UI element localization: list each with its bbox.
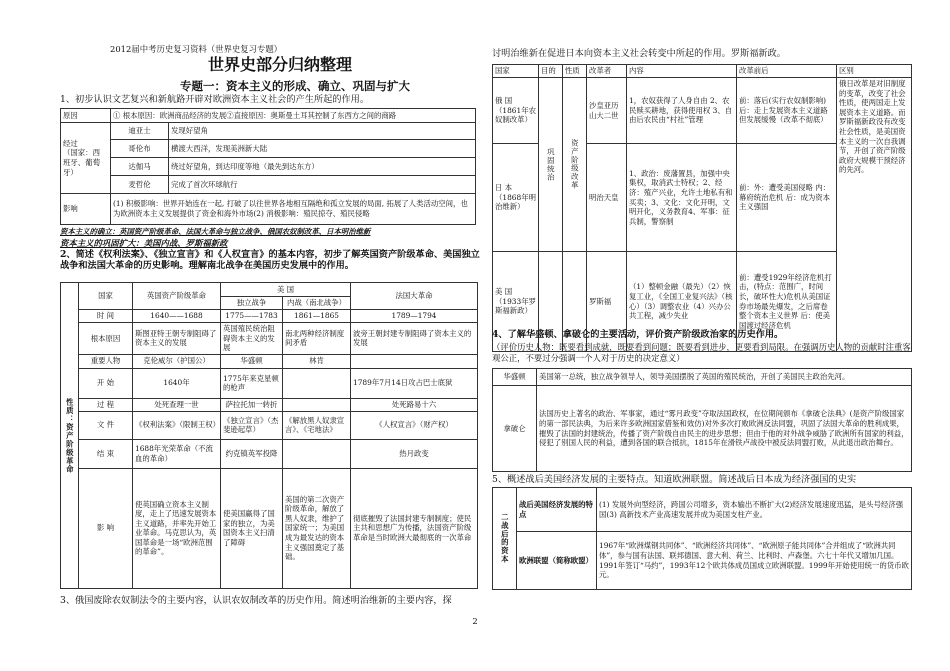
table-row: 过 程 处死查理一世 萨拉托加一转折 处死路易十六 <box>61 398 478 411</box>
navigator-achievement: 绕过好望角，到达印度等地（最先到达东方） <box>169 158 476 176</box>
question-4: 4、了解华盛顿、拿破仑的主要活动，评价资产阶级政治家的历史作用。 <box>492 329 784 340</box>
table-row: 结 束 1688年光荣革命（不流血的革命） 约克镇英军投降 热月政变 <box>61 439 478 468</box>
table-row: 拿破仑 法国历史上著名的政治、军事家，通过“雾月政变”夺取法国政权，在位期间颁布《拿破仑法典》(是资产阶级国家的第一部民法典，为后来许多欧洲国家借鉴和效仿)对外多次打败欧洲反法同盟，巩固了法国大革命的胜利成果，摧毁了法国的封建统治，传播了资产阶级自由民主的进步思想；但由于他的对外战争威胁了欧洲所有国家的利益，侵犯了别国人民的利益，遭到各国的联合抵抗，1815年在滑铁卢战役中被反法同盟打败，从此退出政治舞台。 <box>493 386 912 472</box>
table-row: 美 国（1933年罗斯福新政） 罗斯福 （1）整顿金融（最先）（2）恢复工业，《全国工业复兴法》（核心）（3）调整农业（4）兴办公共工程，减少失业 前：遭受1929年经济危机打击，(特点：范围广，时间长，破坏性大)危机从美国证券市场最先爆发，之后席卷整个资本主义世界 后：使美国渡过经济危机 <box>493 252 912 352</box>
process-label: 经过 （国家：西 班牙、葡萄 牙） <box>61 123 111 194</box>
reform-table <box>492 64 912 352</box>
page-number: 2 <box>472 616 478 626</box>
table-row: 日 本（1868年明治维新） 明治天皇 1、政治：废藩置县，加强中央集权，取消武士特权；2、经济：殖产兴业，允许土地私有和买卖；3、文化：文化开明，文明开化，义务教育4、军事：征兵制，警察制 前：外：遭受美国侵略 内：幕府统治危机 后：成为资本主义强国 <box>493 144 912 252</box>
col-britain: 英国资产阶级革命 <box>133 283 221 310</box>
statesman-table <box>492 368 912 472</box>
table-row: 重要人物 克伦威尔（护国公） 华盛顿 林肯 <box>61 354 478 368</box>
col-civil-war: 内战（南北战争） <box>283 297 351 310</box>
consolidation-line: 资本主义的巩固扩大：美国内战、罗斯福新政 <box>60 238 228 248</box>
postwar-table <box>492 487 912 590</box>
table-row: 根本原因 斯图亚特王朝专制阻碍了资本主义的发展 英国殖民统治阻碍资本主义的发展 南北两种经济制度间矛盾 波旁王朝封建专制阻碍了资本主义的发展 <box>61 323 478 355</box>
question-3: 3、俄国废除农奴制法令的主要内容，认识农奴制改革的历史作用。简述明治维新的主要内容，探 <box>60 595 452 606</box>
col-reformer: 改革者 <box>587 65 627 78</box>
table-row: 影 响 使英国确立资本主义制度，走上了迅速发展资本主义道路，并率先开始工业革命。马克思认为，英国革命是一场“欧洲范围的革命”。 使美国赢得了国家的独立，为美国资本主义扫清了障碍 美国的第二次资产阶级革命，解放了黑人奴隶，维护了国家统一；为美国成为最发达的资本主义强国奠定了基础。 彻底摧毁了法国封建专制制度；使民主共和思想广为传播，法国资产阶级革命是当时欧洲大最彻底的一次革命 <box>61 468 478 588</box>
navigator-name: 麦哲伦 <box>111 176 169 194</box>
col-nature: 性质 <box>563 65 587 78</box>
cause-label: 原因 <box>61 109 111 123</box>
revolution-table <box>60 282 478 589</box>
table-row: 俄 国（1861年农奴制改革） 巩固统治 资产阶级改革 沙皇亚历山大二世 1，农奴获得了人身自由 2、农民赎买耕地，获得使用权 3、自由后农民由“村社”管理 前：落后(实行农奴制影响)后：走上发展资本主义道路但发展缓慢（改革不彻底） 俄日改革是对旧制度的变革，改变了社会性质，使两国走上发展资本主义道路。而罗斯福新政没有改变社会性质，是美国资本主义的一次自我调节，开创了资产阶级政府大规模干预经济的先河。 <box>493 78 912 144</box>
col-difference: 区别 <box>837 65 912 78</box>
navigator-name: 哥伦布 <box>111 140 169 158</box>
col-independence: 独立战争 <box>221 297 283 310</box>
impact-text: (1) 积极影响：世界开始连在一起, 打破了以往世界各地相互隔绝和孤立发展的局面, 拓展了人类活动空间，也为欧洲资本主义发展提供了资金和海外市场(2) 消极影响：殖民掠夺、殖民侵略 <box>111 194 476 225</box>
col-country: 国家 <box>79 283 133 310</box>
establishment-line: 资本主义的确立：英国资产阶级革命、法国大革命与独立战争、俄国农奴制改革、日本明治维新 <box>60 227 371 236</box>
col-country: 国家 <box>493 65 539 78</box>
navigator-achievement: 横渡大西洋，发现美洲新大陆 <box>169 140 476 158</box>
col-purpose: 目的 <box>539 65 563 78</box>
page-title: 世界史部分归纳整理 <box>207 55 352 74</box>
question-2: 2、简述《权利法案》、《独立宣言》和《人权宣言》的基本内容，初步了解英国资产阶级革命、美国独立战争和法国大革命的历史影响。理解南北战争在美国历史发展中的作用。 <box>60 249 480 272</box>
table-row: 开 始 1640年 1775年来克星顿的枪声 1789年7月14日攻占巴士底狱 <box>61 368 478 398</box>
topic-heading: 专题一：资本主义的形成、确立、巩固与扩大 <box>180 79 410 93</box>
navigator-achievement: 发现好望角 <box>169 123 476 140</box>
question-3-continued: 讨明治维新在促进日本向资本主义社会转变中所起的作用。罗斯福新政。 <box>492 48 786 59</box>
document-header: 2012届中考历史复习资料（世界史复习专题） <box>110 44 283 54</box>
table-row: 华盛顿 美国第一总统，独立战争领导人，领导美国摆脱了英国的殖民统治，开创了美国民主政治先河。 <box>493 369 912 386</box>
table-row: 文 件 《权利法案》（限制王权） 《独立宣言》（杰斐逊起草） 《解放黑人奴隶宣言》、《宅地法》 《人权宣言》（财产权） <box>61 411 478 439</box>
question-1: 1、初步认识文艺复兴和新航路开辟对欧洲资本主义社会的产生所起的作用。 <box>60 94 370 105</box>
col-usa: 美 国 <box>221 283 351 297</box>
cause-text: ① 根本原因：欧洲商品经济的发展②直接原因：奥斯曼土耳其控制了东西方之间的商路 <box>111 109 476 123</box>
table-row: 欧洲联盟（简称欧盟） 1967年“欧洲煤钢共同体”、“欧洲经济共同体”、“欧洲原子能共同体”合并组成了“欧洲共同体”，参与国有法国、联邦德国、意大利、荷兰、比利时、卢森堡。六七十年代又增加几国。1991年签订“马约”，1993年12个欧共体成员国成立欧洲联盟。1999年开始使用统一的货币欧元。 <box>493 532 912 590</box>
table-row: 二战后的资本 战后美国经济发展的特点 (1) 发展外向型经济，跨国公司增多，资本输出不断扩大(2)经济发展速度迅猛，是头号经济强国(3) 高新技术产业高速发展并成为美国支柱产业。 <box>493 488 912 532</box>
question-5: 5、概述战后美国经济发展的主要特点。知道欧洲联盟。简述战后日本成为经济强国的史实 <box>492 474 857 485</box>
col-france: 法国大革命 <box>351 283 478 310</box>
navigator-name: 迪亚士 <box>111 123 169 140</box>
navigator-name: 达伽马 <box>111 158 169 176</box>
evaluation-note: （评价历史人物：既要看到成就，既要看到问题；既要看到进步，更要看到局限。在强调历史人物的贡献时注重客观公正，不要过分强调一个人对于历史的决定意义） <box>492 342 911 363</box>
table-row: 时 间 1640——1688 1775——1783 1861—1865 1789—1794 <box>61 310 478 323</box>
impact-label: 影响 <box>61 194 111 225</box>
col-before-after: 改革前后 <box>737 65 837 78</box>
navigator-achievement: 完成了首次环球航行 <box>169 176 476 194</box>
col-content: 内容 <box>627 65 737 78</box>
nature-label: 性质：资产阶级革命 <box>61 283 79 589</box>
exploration-table <box>60 108 476 225</box>
